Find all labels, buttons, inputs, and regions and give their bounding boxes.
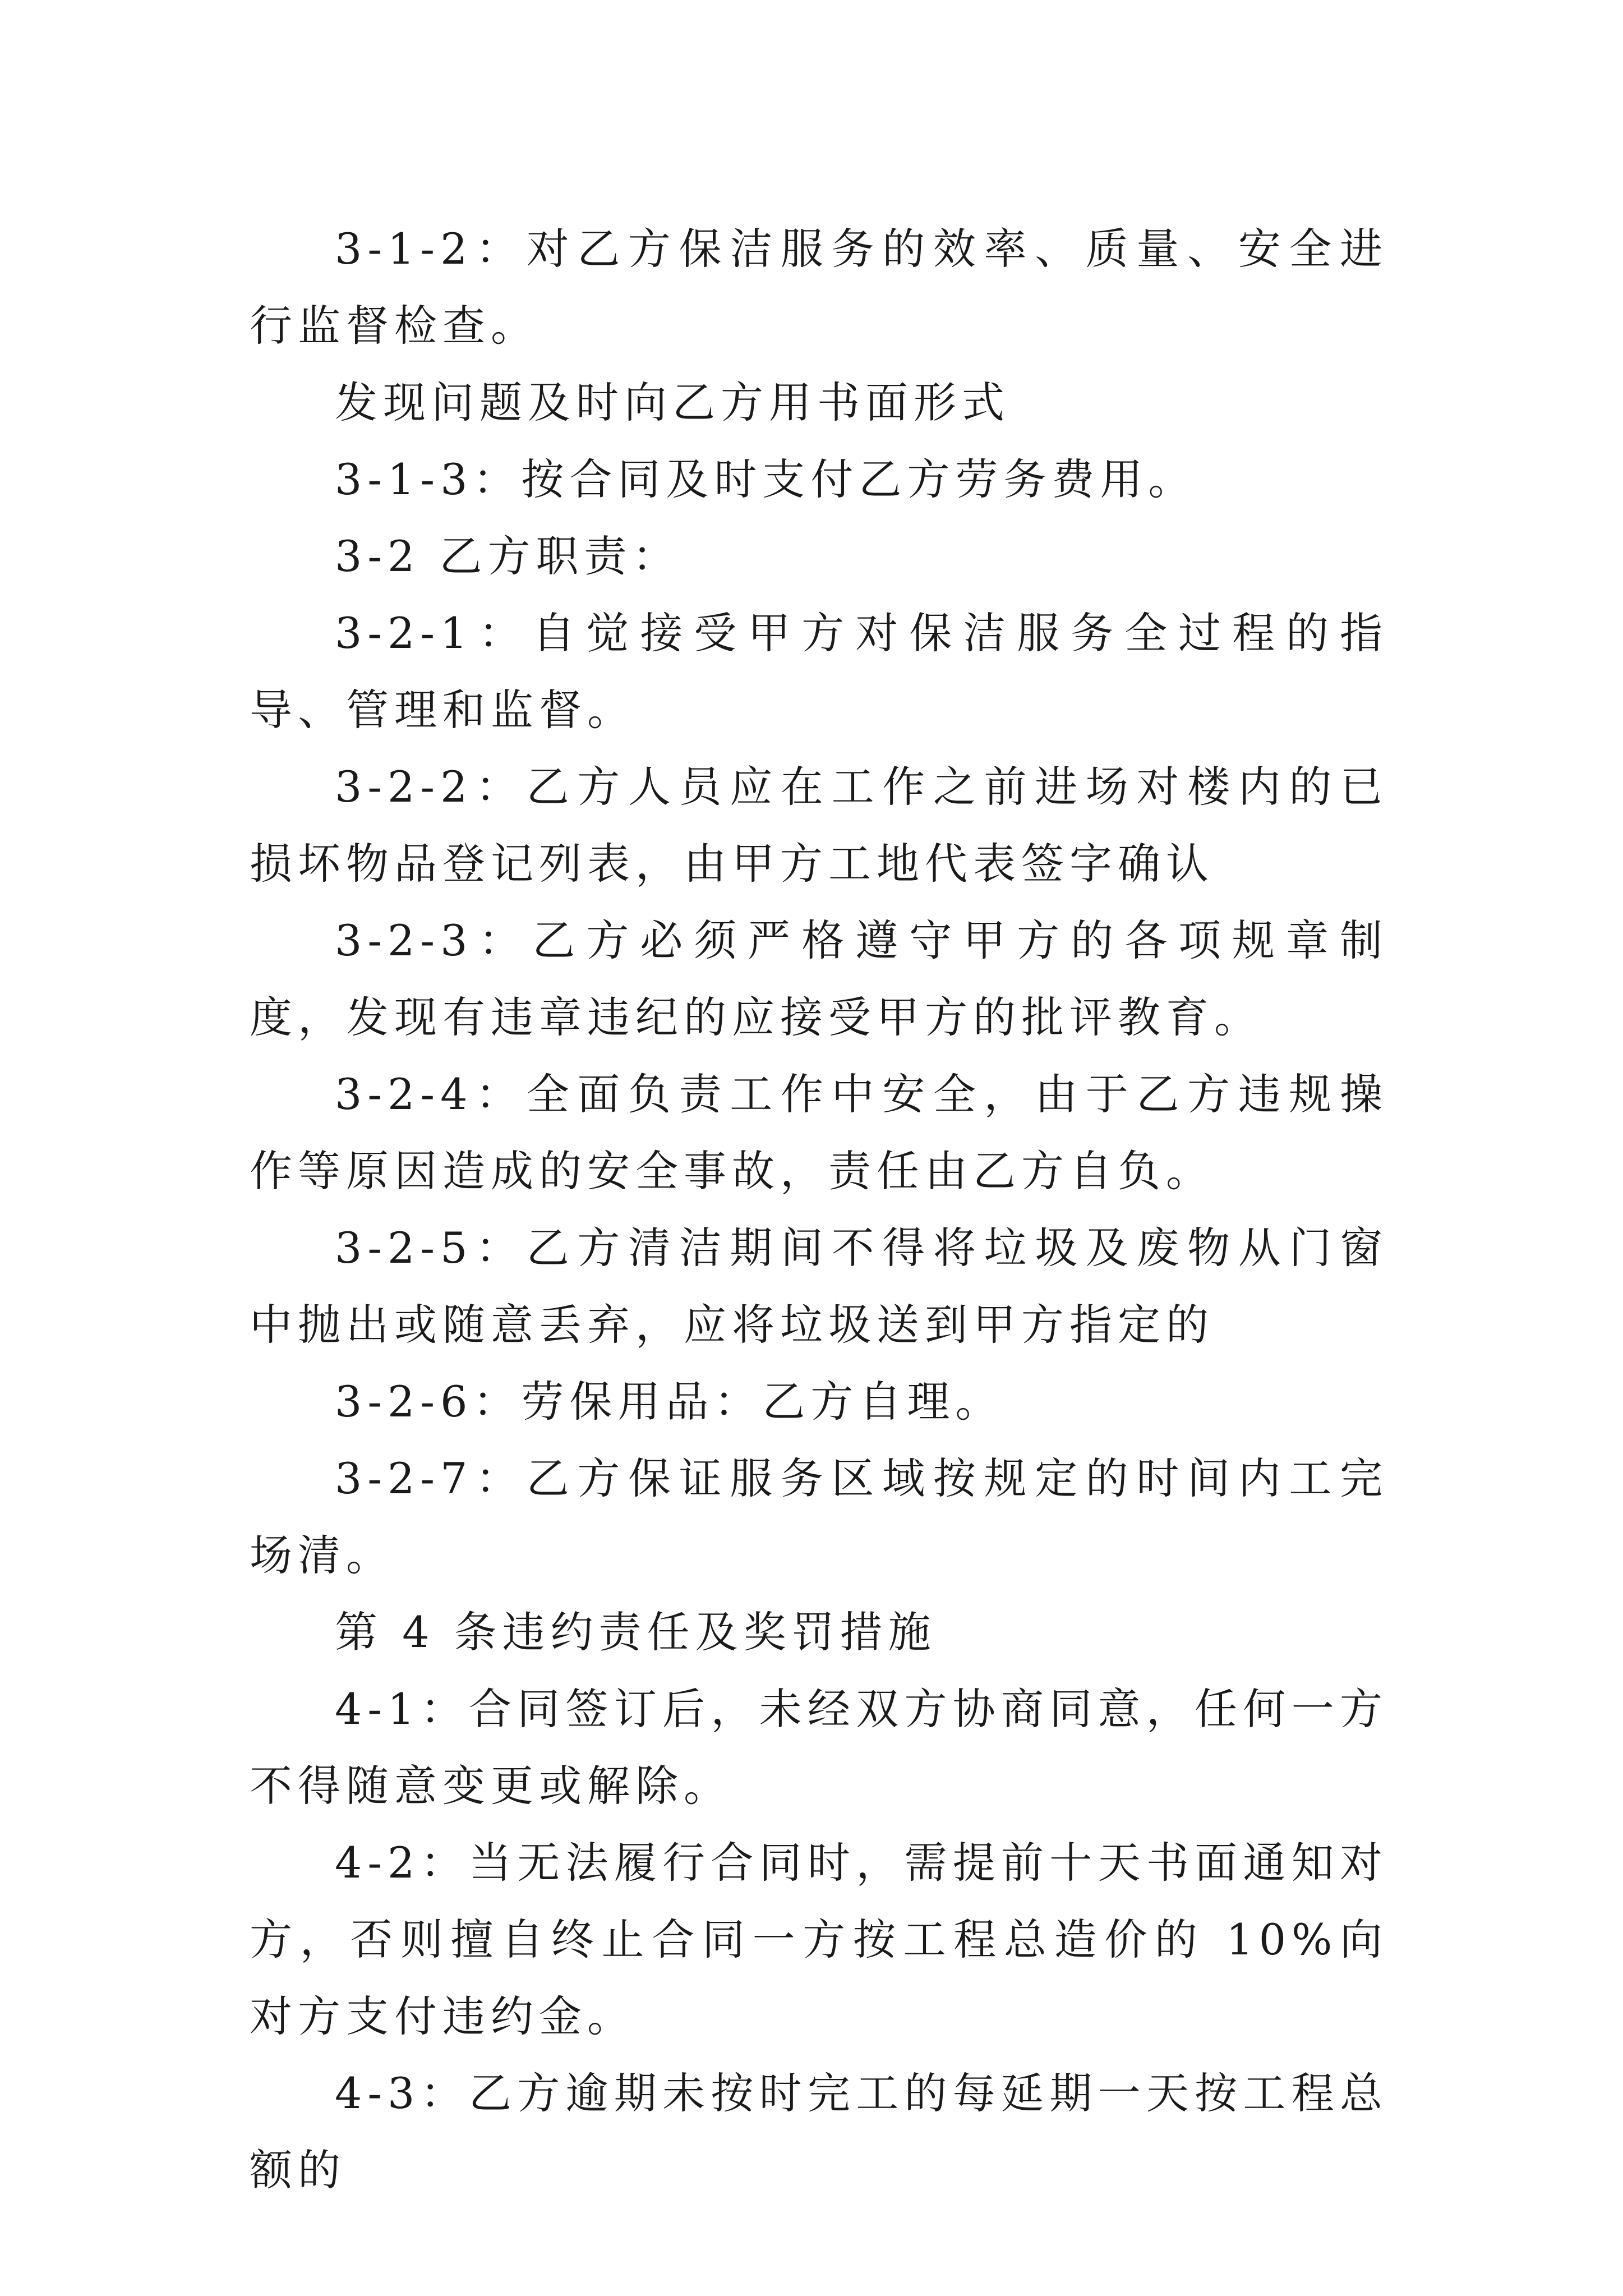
paragraph-3-2-2: 3-2-2：乙方人员应在工作之前进场对楼内的已损坏物品登记列表，由甲方工地代表签字确认 <box>250 762 1388 889</box>
paragraph-3-2-3: 3-2-3：乙方必须严格遵守甲方的各项规章制度，发现有违章违纪的应接受甲方的批评教育。 <box>250 915 1388 1042</box>
paragraph-4-2: 4-2：当无法履行合同时，需提前十天书面通知对方，否则擅自终止合同一方按工程总造价的 10%向对方支付违约金。 <box>250 1838 1388 2041</box>
heading-party-b-duties: 3-2 乙方职责： <box>335 531 681 581</box>
paragraph-3-2-5: 3-2-5：乙方清洁期间不得将垃圾及废物从门窗中抛出或随意丢弃，应将垃圾送到甲方指定的 <box>250 1223 1388 1350</box>
paragraph-4-3: 4-3：乙方逾期未按时完工的每延期一天按工程总额的 <box>250 2068 1388 2195</box>
paragraph-3-2-6: 3-2-6：劳保用品：乙方自理。 <box>335 1377 1004 1427</box>
heading-article-4: 第 4 条违约责任及奖罚措施 <box>335 1607 937 1657</box>
paragraph-report-problems: 发现问题及时向乙方用书面形式 <box>335 378 1010 427</box>
paragraph-3-2-1: 3-2-1：自觉接受甲方对保洁服务全过程的指导、管理和监督。 <box>250 608 1388 735</box>
paragraph-4-1: 4-1：合同签订后，未经双方协商同意，任何一方不得随意变更或解除。 <box>250 1684 1388 1811</box>
document-body <box>250 210 1388 2208</box>
paragraph-3-2-4: 3-2-4：全面负责工作中安全，由于乙方违规操作等原因造成的安全事故，责任由乙方自负。 <box>250 1069 1388 1196</box>
paragraph-3-1-2: 3-1-2：对乙方保洁服务的效率、质量、安全进行监督检查。 <box>250 224 1388 351</box>
paragraph-3-1-3: 3-1-3：按合同及时支付乙方劳务费用。 <box>335 454 1197 504</box>
paragraph-3-2-7: 3-2-7：乙方保证服务区域按规定的时间内工完场清。 <box>250 1453 1388 1580</box>
